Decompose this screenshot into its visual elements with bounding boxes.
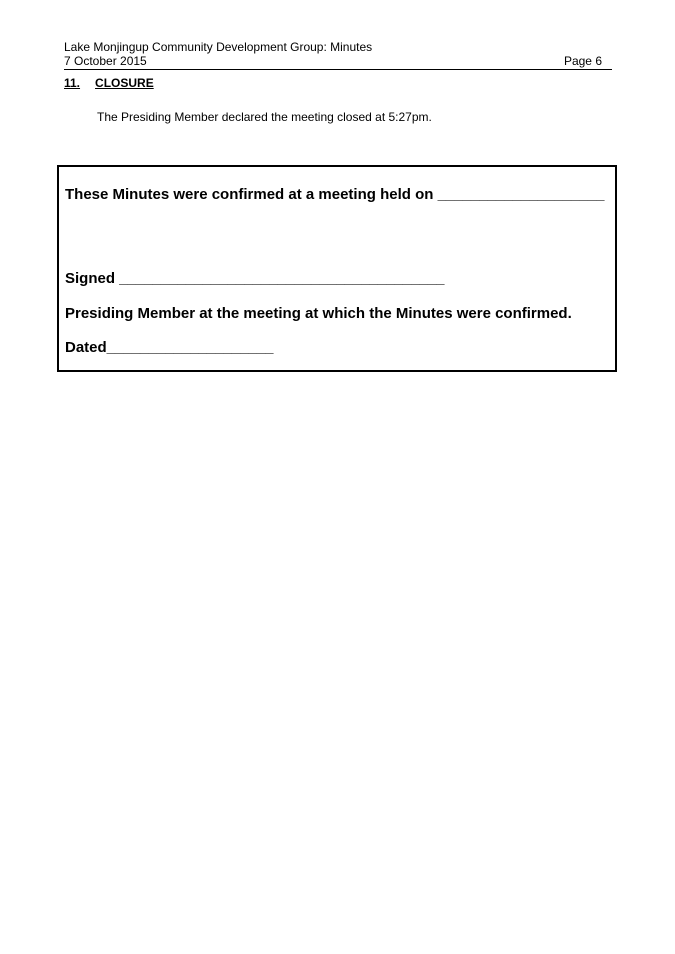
header-date-row (64, 54, 612, 68)
signature-line: Signed _______________________________________ (65, 270, 445, 287)
section-heading (64, 76, 154, 90)
section-number: 11. (64, 76, 81, 90)
confirmation-box (57, 165, 617, 372)
page-number: Page 6 (563, 54, 602, 68)
confirmed-meeting-line: These Minutes were confirmed at a meeting held on ____________________ (65, 186, 605, 203)
dated-line: Dated____________________ (65, 339, 274, 356)
presiding-member-line: Presiding Member at the meeting at which the Minutes were confirmed. (65, 305, 572, 322)
page-header (64, 40, 612, 70)
header-title: Lake Monjingup Community Development Group: Minutes (64, 40, 373, 54)
section-title: CLOSURE (95, 76, 154, 90)
header-date: 7 October 2015 (64, 54, 147, 68)
closure-statement: The Presiding Member declared the meeting closed at 5:27pm. (97, 110, 432, 124)
